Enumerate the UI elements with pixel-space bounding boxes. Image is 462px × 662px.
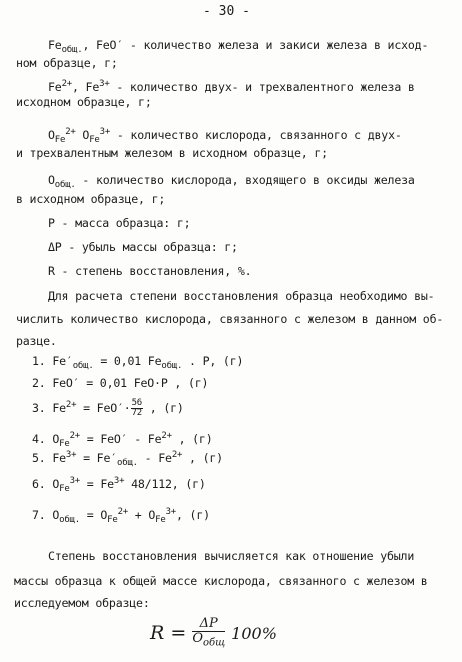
- legend-line-9: P - масса образца: г;: [48, 216, 191, 230]
- legend-line-1: $Fe_{общ.}$, FeO′ - количество железа и закиси железа в исход-: [48, 38, 429, 55]
- legend-line-3: $Fe^{2+}$, $Fe^{3+}$ - количество двух- и трехвалентного железа в: [48, 79, 415, 94]
- formula-5: 5. $Fe^{3+} = Fe'_{общ.} - Fe^{2+}$ , (г): [32, 450, 223, 468]
- final-formula: R = ΔP $O_{общ}$ 100%: [150, 616, 277, 649]
- para1-line-1: Для расчета степени восстановления образца необходимо вы-: [48, 289, 435, 303]
- formula-2: 2. FeO′ = 0,01 FeO·P , (г): [32, 376, 209, 390]
- legend-line-6: и трехвалентным железом в исходном образце, г;: [16, 146, 328, 160]
- para2-line-3: исследуемом образце:: [14, 596, 150, 610]
- legend-line-4: исходном образце, г;: [16, 95, 152, 109]
- formula-6: 6. $O_{Fe}^{3+} = Fe^{3+}$ 48/112, (г): [32, 476, 206, 494]
- formula-3: 3. $Fe^{2+} = FeO'\cdot$ $\frac{56}{72}$ , (г): [32, 398, 184, 418]
- formula-1: 1. $Fe'_{общ.} = 0,01$ $Fe_{общ.}$ . P, (г): [32, 354, 244, 371]
- page-number: - 30 -: [203, 4, 250, 19]
- legend-line-5: $O_{Fe}^{2+}$ $O_{Fe}^{3+}$ - количество кислорода, связанного с двух-: [48, 127, 402, 145]
- legend-line-8: в исходном образце, г;: [16, 192, 166, 206]
- legend-line-2: ном образце, г;: [16, 56, 118, 70]
- para1-line-2: числить количество кислорода, связанного с железом в данном об-: [16, 312, 444, 326]
- formula-4: 4. $O_{Fe}^{2+} = FeO' - Fe^{2+}$ , (г): [32, 431, 213, 449]
- para2-line-2: массы образца к общей массе кислорода, связанного с железом в: [14, 574, 428, 588]
- fraction-56-72: $\frac{56}{72}$: [131, 398, 143, 418]
- para2-line-1: Степень восстановления вычисляется как отношение убыли: [48, 549, 415, 563]
- legend-line-7: $O_{общ.}$ - количество кислорода, входящего в оксиды железа: [48, 173, 415, 190]
- legend-line-10: ΔP - убыль массы образца: г;: [48, 240, 238, 254]
- para1-line-3: разце.: [16, 334, 57, 348]
- formula-7: 7. $O_{общ.} = O_{Fe}^{2+} + O_{Fe}^{3+}$, (г): [32, 507, 210, 525]
- legend-line-11: R - степень восстановления, %.: [48, 264, 252, 278]
